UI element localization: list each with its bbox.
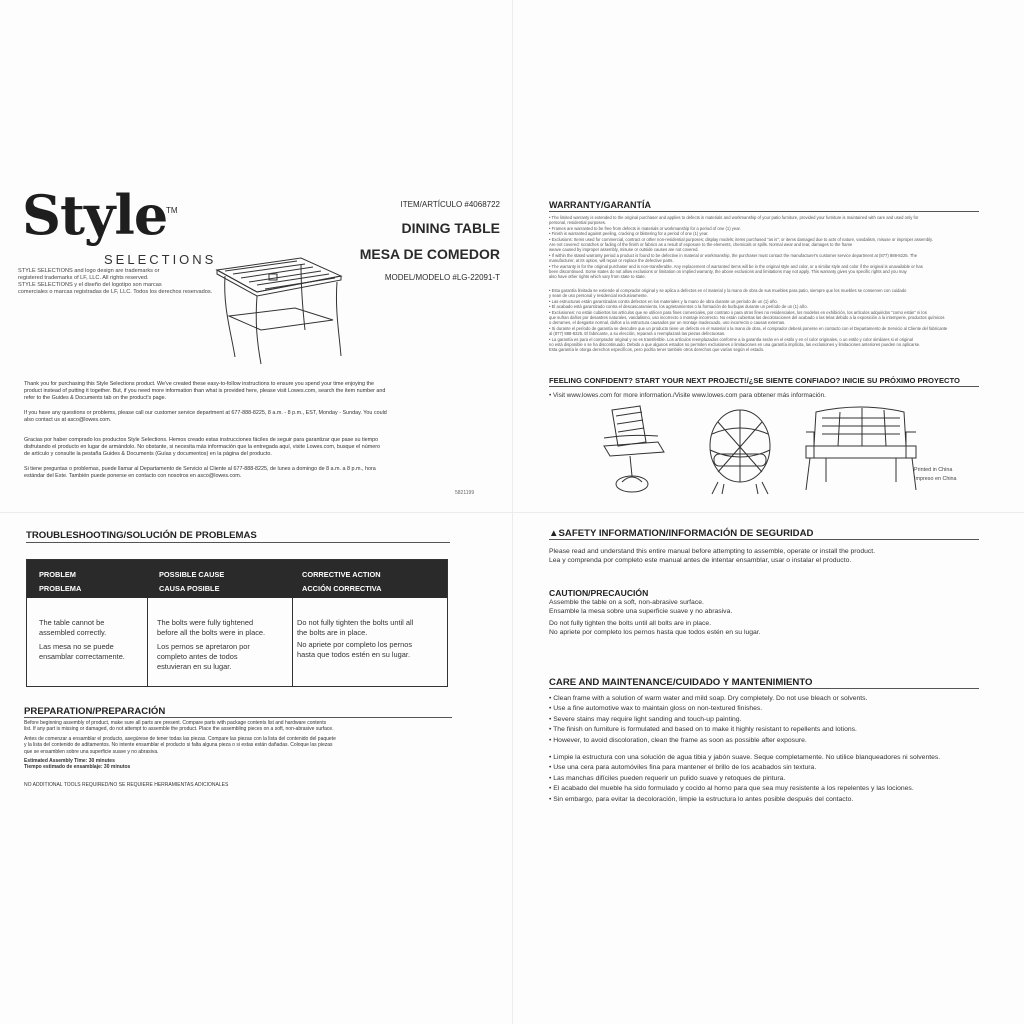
intro-line: refer to the Guides & Documents tab on the product's page. (24, 395, 167, 402)
feeling-confident-heading: FEELING CONFIDENT? START YOUR NEXT PROJECT!/¿SE SIENTE CONFIADO? INICIE SU PRÓXIMO PROYECTO (549, 376, 960, 385)
care-item: • Severe stains may require light sanding and touch-up painting. (549, 715, 742, 723)
caution-line: Do not fully tighten the bolts until all bolts are in place. (549, 620, 712, 628)
column-header-en: PROBLEM (39, 570, 76, 579)
contact-paragraph-en (24, 410, 438, 424)
troubleshooting-table-header (27, 560, 447, 598)
caution-text (549, 599, 761, 637)
document-code: 5821199 (455, 490, 475, 496)
printed-in-en: Printed in China (914, 467, 953, 473)
warranty-line: Are not covered: scratches or fading of the finish or fabrics as a result of exposure to the elements, chemicals or spills. Normal wear and tear, damages to the frame (549, 242, 853, 248)
intro-line: disfrutando el producto en lugar de armándolo. No obstante, si necesita más información que la entregada aquí, visite Lowes.com, busque el número (24, 444, 380, 451)
warranty-line: personal, residential purposes. (549, 220, 607, 226)
column-header-problem (39, 568, 81, 596)
warranty-line: • Esta garantía limitada se extiende al comprador original y se aplica a defectos en el material y la mano de obra de sus muebles para patio, siempre que los muebles se conserven con cuidado (549, 288, 907, 293)
preparation-heading: PREPARATION/PREPARACIÓN (24, 706, 166, 717)
product-title-en: DINING TABLE (401, 220, 500, 236)
section-rule (549, 688, 979, 689)
warranty-line: que sufran daños por desastres naturales, vandalismo, uso incorrecto o montaje incorrecto. No están cubiertas las decoloraciones del acabado o las telas debido a la exposición a la intemperie, productos químicos (549, 315, 945, 321)
cause-text: The bolts were fully tightened (157, 618, 254, 627)
safety-line: Lea y comprenda por completo este manual antes de intentar ensamblar, usar o instalar el producto. (549, 556, 852, 564)
care-item: • However, to avoid discoloration, clean the frame as soon as possible after exposure. (549, 736, 807, 744)
action-text: No apriete por completo los pernos (297, 640, 413, 649)
model-number: MODEL/MODELO #LG-22091-T (384, 273, 500, 282)
warranty-line: manufacturer, at its option, will repair or replace the defective parts. (549, 258, 674, 264)
problem-text: ensamblar correctamente. (39, 652, 125, 661)
safety-heading (549, 528, 813, 539)
warranty-line: • Si durante el período de garantía se descubre que un producto tiene un defecto en el material o la mano de obra, el comprador deberá ponerse en contacto con el Departamento de Servicio al Cliente del fabricante (549, 325, 948, 331)
column-header-cause (159, 568, 224, 596)
warranty-line: no está disponible o se ha discontinuado. Debido a que algunos estados no permiten exclusiones o limitaciones en una garantía implícita, las exclusiones y limitaciones anteriores pueden no aplicarse. (549, 342, 921, 348)
loveseat-illustration (806, 407, 916, 490)
intro-paragraph-en (24, 381, 438, 403)
care-item: • Sin embargo, para evitar la decoloración, limpie la estructura lo antes posible después del contacto. (549, 795, 854, 803)
cause-text: estuvieran en su lugar. (157, 662, 232, 671)
contact-paragraph-es (24, 466, 438, 480)
cause-text: before all the bolts were in place. (157, 628, 266, 637)
item-number: ITEM/ARTÍCULO #4068722 (400, 200, 500, 209)
brand-logo-wordmark: Style (22, 183, 168, 247)
patio-furniture-illustrations (600, 402, 920, 498)
section-rule (549, 539, 979, 540)
product-title-es: MESA DE COMEDOR (359, 246, 500, 262)
cause-text: completo antes de todos (157, 652, 238, 661)
care-list-en (549, 694, 867, 746)
intro-line: If you have any questions or problems, please call our customer service department at 677-888-8225, 8 a.m. - 8 p.m., EST, Monday - Sunday. You could (24, 410, 387, 416)
warranty-line: also have other rights which vary from state to state. (549, 274, 646, 280)
safety-heading-text: SAFETY INFORMATION/INFORMACIÓN DE SEGURIDAD (558, 528, 814, 539)
warranty-line: Esta garantía le otorga derechos específicos, pero podría tener también otros derechos que varían según el estado. (549, 347, 765, 353)
preparation-line: list. If any part is missing or damaged, do not attempt to assemble the product. Place the assembling pieces on a soft, non-abrasive surface. (24, 726, 334, 733)
cause-cell (157, 618, 265, 672)
care-item: • The finish on furniture is formulated and based on to make it highly resistant to repellents and lotions. (549, 726, 857, 734)
brand-logo-subtitle: SELECTIONS (104, 252, 217, 267)
safety-line: Please read and understand this entire manual before attempting to assemble, operate or install the product. (549, 548, 876, 555)
egg-chair-illustration (710, 410, 770, 494)
care-item: • Use a fine automotive wax to maintain gloss on non-textured finishes. (549, 705, 763, 713)
column-header-es: ACCIÓN CORRECTIVA (302, 584, 382, 593)
column-header-en: CORRECTIVE ACTION (302, 570, 381, 579)
trademark-line: STYLE SELECTIONS y el diseño del logotipo son marcas (18, 282, 162, 288)
safety-text (549, 548, 875, 565)
care-item: • Clean frame with a solution of warm water and mild soap. Dry completely. Do not use bleach or solvents. (549, 695, 868, 702)
warranty-line: • El acabado está garantizado contra el descascaramiento, los agrietamientos o la formación de burbujas durante un período de un (1) año. (549, 304, 808, 310)
trademark-symbol: TM (166, 206, 178, 215)
table-divider (292, 598, 293, 686)
warranty-line: al (877) 888-8225. El fabricante, a su elección, reparará o reemplazará las piezas defectuosas. (549, 331, 726, 337)
intro-line: product instead of putting it together. But, if you need more information than what is provided here, please visit Lowes.com, search the item number and (24, 388, 386, 395)
assembly-time-en: Estimated Assembly Time: 30 minutes (24, 758, 115, 765)
section-rule (549, 386, 979, 387)
care-heading: CARE AND MAINTENANCE/CUIDADO Y MANTENIMIENTO (549, 677, 813, 688)
warranty-line: • La garantía es para el comprador original y no es transferible. Los artículos reemplazados conforme a la garantía serán en el estilo y en el color originales, o un estilo y color similares si el original (549, 336, 913, 342)
intro-line: Thank you for purchasing this Style Selections product. We've created these easy-to-follow instructions to ensure you spend your time enjoying the (24, 381, 375, 387)
intro-line: Gracias por haber comprado los productos Style Selections. Hemos creado estas instrucciones fáciles de seguir para garantizar que pase su tiempo (24, 437, 379, 443)
trademark-line: registered trademarks of LF, LLC. All rights reserved. (18, 275, 149, 281)
problem-cell (39, 618, 125, 662)
warranty-line: been discontinued. Some states do not allow exclusions or limitation on implied warranty, the above exclusions and limitations may not apply. This warranty gives you specific rights and you may (549, 269, 907, 275)
caution-line: Ensamble la mesa sobre una superficie suave y no abrasiva. (549, 607, 733, 615)
column-header-es: PROBLEMA (39, 584, 82, 593)
preparation-line: que se ensamblen sobre una superficie suave y no abrasiva. (24, 748, 159, 755)
section-rule (24, 717, 452, 718)
warranty-line: • If within the stated warranty period a product is found to be defective in material or workmanship, the purchaser must contact the manufacturer's customer service department at (877) 888-8225. The (549, 252, 918, 258)
action-text: Do not fully tighten the bolts until all (297, 618, 414, 627)
preparation-line: Before beginning assembly of product, make sure all parts are present. Compare parts with package contents list and hardware contents (24, 720, 327, 726)
care-item: • Las manchas difíciles pueden requerir un pulido suave y retoques de pintura. (549, 774, 786, 782)
action-cell (297, 618, 413, 660)
warning-triangle-icon: ▲ (549, 528, 559, 539)
column-header-en: POSSIBLE CAUSE (159, 570, 225, 579)
warranty-text-en (549, 215, 961, 280)
warranty-heading: WARRANTY/GARANTÍA (549, 200, 651, 210)
warranty-line: • Exclusions: Items used for commercial, contract or other non-residential purposes; display models; items purchased "as is"; or items damaged due to acts of nature, vandalism, misuse or improper assembly. (549, 236, 933, 242)
preparation-text (24, 720, 444, 788)
intro-line: also contact us at asco@lowes.com. (24, 417, 112, 424)
warranty-line: y sean de uso personal y residencial exclusivamente. (549, 293, 648, 299)
troubleshooting-heading: TROUBLESHOOTING/SOLUCIÓN DE PROBLEMAS (26, 530, 257, 541)
caution-heading: CAUTION/PRECAUCIÓN (549, 588, 649, 598)
care-item: • El acabado del mueble ha sido formulado y cocido al horno para que sea muy resistente a los repelentes y las lociones. (549, 785, 914, 793)
action-text: hasta que todos estén en su lugar. (297, 650, 410, 659)
action-text: the bolts are in place. (297, 628, 368, 637)
warranty-line: • The limited warranty is extended to the original purchaser and applies to defects in materials and workmanship of your patio furniture, provided your furniture is maintained with care and used only for (549, 215, 919, 220)
care-list-es (549, 753, 940, 805)
printed-in-es: Impreso en China (914, 476, 957, 482)
caution-line: No apriete por completo los pernos hasta que todos estén en su lugar. (549, 628, 761, 636)
column-header-action (302, 568, 382, 596)
cause-text: Los pernos se apretaron por (157, 642, 250, 651)
tools-notice: NO ADDITIONAL TOOLS REQUIRED/NO SE REQUIERE HERRAMIENTAS ADICIONALES (24, 781, 229, 788)
warranty-line: weave caused by improper assembly, misuse or outside causes are not covered. (549, 247, 699, 253)
intro-line: de artículo y consulte la pestaña Guides & Documents (Guías y documentos) en la página del producto. (24, 451, 272, 458)
preparation-line: Antes de comenzar a ensamblar el producto, asegúrese de tener todas las piezas. Compare las piezas con la lista del contenido del paquete (24, 735, 336, 742)
visit-lowes-text: • Visit www.lowes.com for more information./Visite www.lowes.com para obtener más información. (549, 392, 826, 399)
preparation-line: y la lista del contenido de aditamentos. No intente ensamblar el producto si falta alguna pieza o si estas están dañadas. Coloque las piezas (24, 742, 333, 749)
printed-in-notice (914, 466, 957, 484)
intro-line: Si tiene preguntas o problemas, puede llamar al Departamento de Servicio al Cliente al 677-888-8225, de lunes a domingo de 8 a.m. a 8 p.m., hora (24, 466, 376, 472)
problem-text: The table cannot be (39, 618, 105, 627)
column-header-es: CAUSA POSIBLE (159, 584, 220, 593)
page-fold-horizontal (0, 512, 1024, 513)
assembly-time-es: Tiempo estimado de ensamblaje: 30 minutos (24, 764, 131, 771)
intro-paragraph-es (24, 437, 438, 459)
warranty-line: • Finish is warranted against peeling, cracking or blistering for a period of one (1) year. (549, 231, 709, 237)
problem-text: assembled correctly. (39, 628, 107, 637)
problem-text: Las mesa no se puede (39, 642, 114, 651)
troubleshooting-table (26, 559, 448, 687)
table-divider (147, 598, 148, 686)
care-item: • Use una cera para automóviles fina para mantener el brillo de los acabados sin textura. (549, 764, 817, 772)
warranty-text-es (549, 288, 961, 353)
trademark-line: STYLE SELECTIONS and logo design are trademarks or (18, 268, 160, 274)
warranty-line: o derrames, el desgaste normal, daños a la estructura causados por un montaje inadecuado, uso incorrecto o causas externas. (549, 320, 786, 326)
intro-line: estándar del Este. También puede ponerse en contacto con nosotros en asco@lowes.com. (24, 473, 242, 480)
caution-line: Assemble the table on a soft, non-abrasive surface. (549, 599, 704, 606)
section-rule (549, 211, 979, 212)
warranty-line: • Frames are warranted to be free from defects in materials or workmanship for a period of one (1) year. (549, 225, 741, 231)
section-rule (26, 542, 450, 543)
warranty-line: • Exclusiones: no están cubiertos los artículos que se utilicen para fines comerciales, por contrato o para otros fines no residenciales, los modelos en exhibición, los artículos adquiridos "como están" ni los (549, 309, 927, 315)
care-item: • Limpie la estructura con una solución de agua tibia y jabón suave. Seque completamente. No utilice blanqueadores ni solventes. (549, 754, 941, 761)
warranty-line: • The warranty is for the original purchaser and is non-transferable. Any replacement of warranted items will be in the original style and color, or a similar style and color if the original is unavailable or has (549, 263, 923, 269)
dining-table-illustration (205, 252, 345, 367)
trademark-line: comerciales o marcas registradas de LF, LLC. Todos los derechos reservados. (18, 289, 213, 295)
swivel-chair-illustration (604, 406, 664, 492)
warranty-line: • Las estructuras están garantizadas contra defectos en los materiales y la mano de obra durante un período de un (1) año. (549, 298, 778, 304)
